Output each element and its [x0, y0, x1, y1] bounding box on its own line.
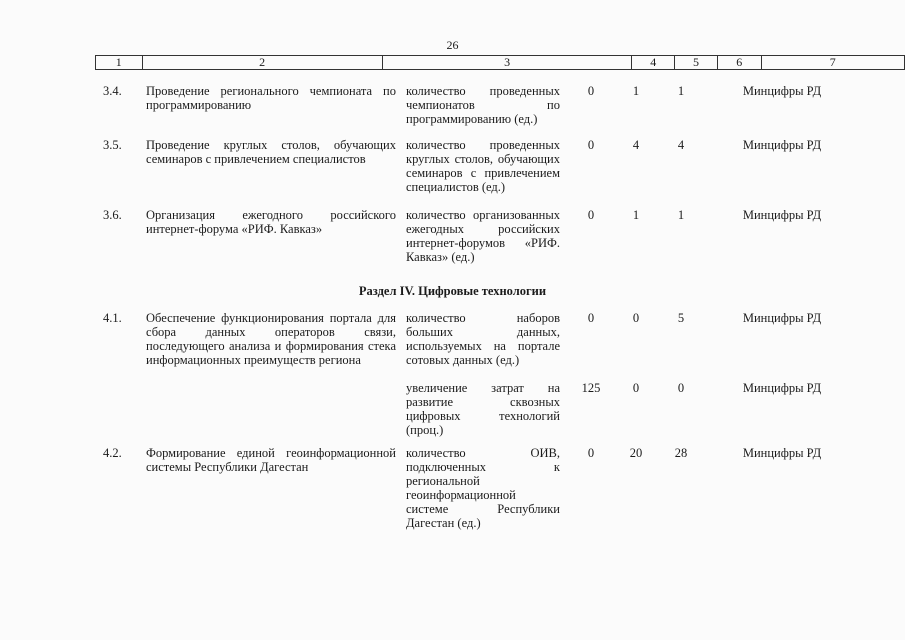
row-description: Формирование единой геоинформационной системы Республики Дагестан	[146, 446, 396, 474]
row-value-4: 125	[581, 381, 601, 395]
column-number-4: 4	[632, 56, 675, 70]
row-responsible: Минцифры РД	[742, 311, 822, 325]
column-number-6: 6	[717, 56, 761, 70]
row-indicator: количество наборов больших данных, используемых на портале сотовых данных (ед.)	[406, 311, 560, 367]
row-description: Организация ежегодного российского интернет-форума «РИФ. Кавказ»	[146, 208, 396, 236]
row-number: 3.5.	[103, 138, 122, 152]
row-value-6: 28	[674, 446, 688, 460]
row-value-5: 0	[632, 381, 640, 395]
column-number-header	[95, 55, 905, 70]
row-value-6: 1	[677, 84, 685, 98]
row-indicator: увеличение затрат на развитие сквозных цифровых технологий (проц.)	[406, 381, 560, 437]
row-value-5: 1	[632, 208, 640, 222]
column-number-5: 5	[675, 56, 718, 70]
column-number-1: 1	[96, 56, 143, 70]
row-responsible: Минцифры РД	[742, 84, 822, 98]
row-responsible: Минцифры РД	[742, 446, 822, 460]
row-value-6: 1	[677, 208, 685, 222]
row-indicator: количество ОИВ, подключенных к региональной геоинформационной системе Республики Дагестан (ед.)	[406, 446, 560, 530]
row-indicator: количество организованных ежегодных российских интернет-форумов «РИФ. Кавказ» (ед.)	[406, 208, 560, 264]
column-number-2: 2	[142, 56, 382, 70]
row-value-4: 0	[587, 446, 595, 460]
row-value-5: 1	[632, 84, 640, 98]
row-value-4: 0	[587, 84, 595, 98]
row-number: 4.1.	[103, 311, 122, 325]
row-number: 4.2.	[103, 446, 122, 460]
row-value-4: 0	[587, 208, 595, 222]
row-value-4: 0	[587, 311, 595, 325]
page-number: 26	[446, 38, 459, 52]
row-value-4: 0	[587, 138, 595, 152]
column-number-7: 7	[761, 56, 904, 70]
row-indicator: количество проведенных чемпионатов по программированию (ед.)	[406, 84, 560, 126]
row-value-5: 20	[629, 446, 643, 460]
row-value-6: 0	[677, 381, 685, 395]
row-responsible: Минцифры РД	[742, 138, 822, 152]
row-responsible: Минцифры РД	[742, 208, 822, 222]
row-value-6: 5	[677, 311, 685, 325]
column-number-3: 3	[382, 56, 632, 70]
row-number: 3.4.	[103, 84, 122, 98]
row-responsible: Минцифры РД	[742, 381, 822, 395]
row-description: Обеспечение функционирования портала для сбора данных операторов связи, последующего анализа и формирования стека информационных преимуществ региона	[146, 311, 396, 367]
row-description: Проведение круглых столов, обучающих семинаров с привлечением специалистов	[146, 138, 396, 166]
section-title: Раздел IV. Цифровые технологии	[358, 284, 547, 298]
row-value-5: 4	[632, 138, 640, 152]
row-value-6: 4	[677, 138, 685, 152]
row-value-5: 0	[632, 311, 640, 325]
row-number: 3.6.	[103, 208, 122, 222]
row-indicator: количество проведенных круглых столов, обучающих семинаров с привлечением специалистов (ед.)	[406, 138, 560, 194]
row-description: Проведение регионального чемпионата по программированию	[146, 84, 396, 112]
